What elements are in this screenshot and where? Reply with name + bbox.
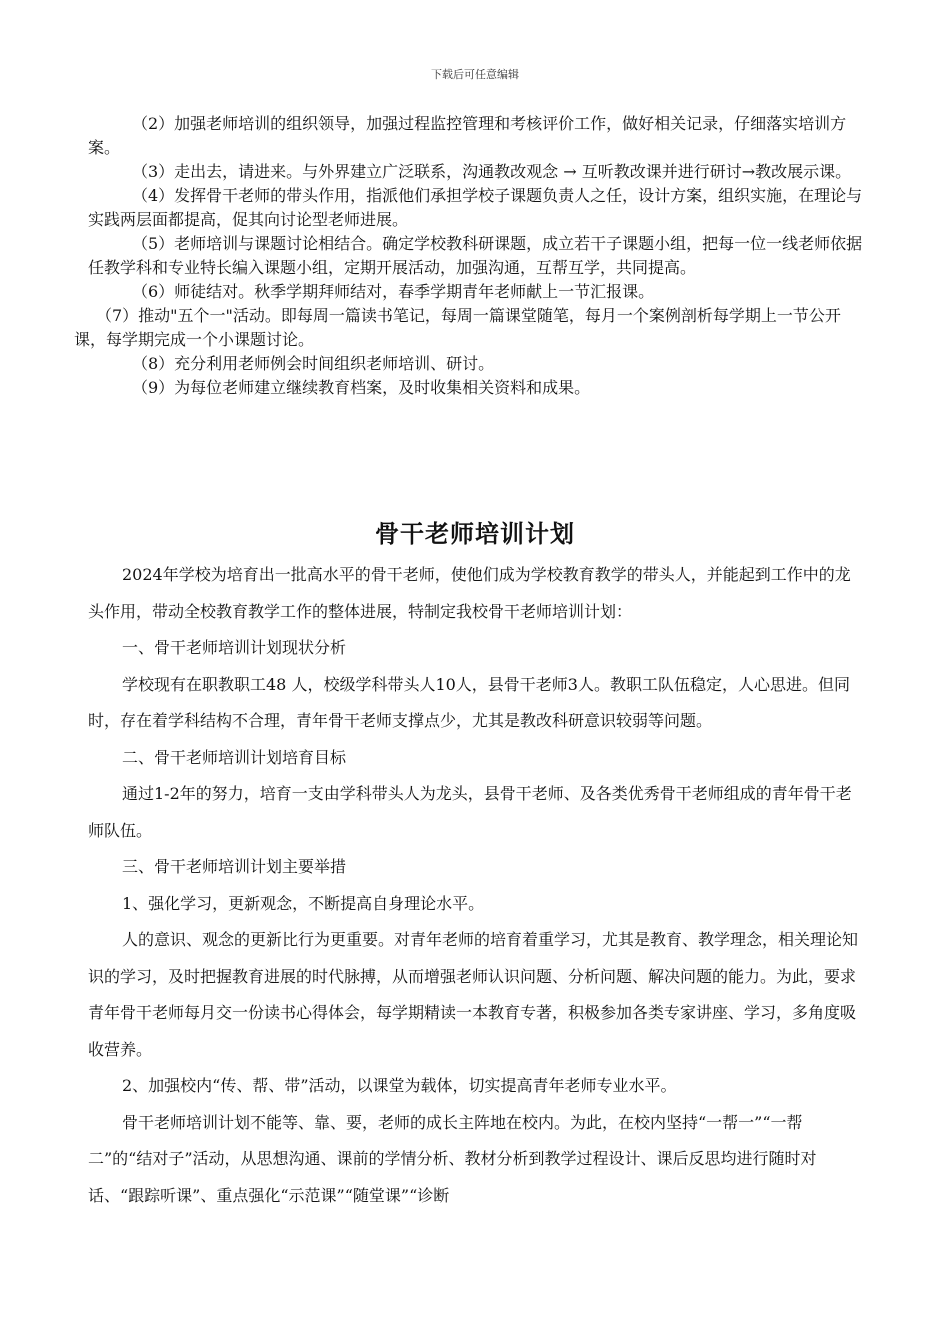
body-paragraph: 骨干老师培训计划不能等、靠、要，老师的成长主阵地在校内。为此，在校内坚持“一帮一”“一帮二”的“结对子”活动，从思想沟通、课前的学情分析、教材分析到教学过程设计、课后反思均进行随时对话、“跟踪听课”、重点强化“示范课”“随堂课”“诊断	[88, 1112, 817, 1205]
measure-item: （5）老师培训与课题讨论相结合。确定学校教科研课题，成立若干子课题小组，把每一位一线老师依据任教学科和专业特长编入课题小组，定期开展活动，加强沟通，互帮互学，共同提高。	[88, 234, 863, 277]
measure-item: （7）推动"五个一"活动。即每周一篇读书笔记，每周一篇课堂随笔，每月一个案例剖析每学期上一节公开课，每学期完成一个小课题讨论。	[74, 306, 841, 349]
measure-item: （8）充分利用老师例会时间组织老师培训、研讨。	[132, 354, 495, 373]
intro-paragraph: 2024年学校为培育出一批高水平的骨干老师，使他们成为学校教育教学的带头人，并能起到工作中的龙头作用，带动全校教育教学工作的整体进展，特制定我校骨干老师培训计划：	[88, 565, 851, 621]
section-heading: 三、骨干老师培训计划主要举措	[122, 857, 347, 876]
measure-item: （2）加强老师培训的组织领导，加强过程监控管理和考核评价工作，做好相关记录，仔细落实培训方案。	[88, 114, 847, 157]
measure-item: （4）发挥骨干老师的带头作用，指派他们承担学校子课题负责人之任，设计方案，组织实施，在理论与实践两层面都提高，促其向讨论型老师进展。	[88, 186, 863, 229]
measure-item: （6）师徒结对。秋季学期拜师结对，春季学期青年老师献上一节汇报课。	[132, 282, 655, 301]
section-heading: 一、骨干老师培训计划现状分析	[122, 638, 347, 657]
measure-item: （9）为每位老师建立继续教育档案，及时收集相关资料和成果。	[132, 378, 591, 397]
subheading: 1、强化学习，更新观念，不断提高自身理论水平。	[122, 893, 485, 913]
document-title: 骨干老师培训计划	[375, 520, 575, 548]
section-heading: 二、骨干老师培训计划培育目标	[122, 747, 347, 767]
measure-item: （3）走出去，请进来。与外界建立广泛联系，沟通教改观念 → 互听教改课并进行研讨→教改展示课。	[132, 162, 852, 181]
plan-measures-list	[74, 112, 864, 400]
subheading: 2、加强校内“传、帮、带”活动，以课堂为载体，切实提高青年老师专业水平。	[122, 1076, 677, 1095]
body-paragraph: 人的意识、观念的更新比行为更重要。对青年老师的培育着重学习，尤其是教育、教学理念，相关理论知识的学习，及时把握教育进展的时代脉搏，从而增强老师认识问题、分析问题、解决问题的能力。为此，要求青年骨干老师每月交一份读书心得体会，每学期精读一本教育专著，积极参加各类专家讲座、学习，多角度吸收营养。	[88, 930, 859, 1059]
body-paragraph: 通过1-2年的努力，培育一支由学科带头人为龙头，县骨干老师、及各类优秀骨干老师组成的青年骨干老师队伍。	[88, 784, 852, 840]
document-body	[88, 557, 864, 1214]
page-header: 下载后可任意编辑	[431, 68, 519, 81]
body-paragraph: 学校现有在职教职工48 人，校级学科带头人10人，县骨干老师3人。教职工队伍稳定，人心思进。但同时，存在着学科结构不合理，青年骨干老师支撑点少，尤其是教改科研意识较弱等问题。	[88, 674, 850, 730]
